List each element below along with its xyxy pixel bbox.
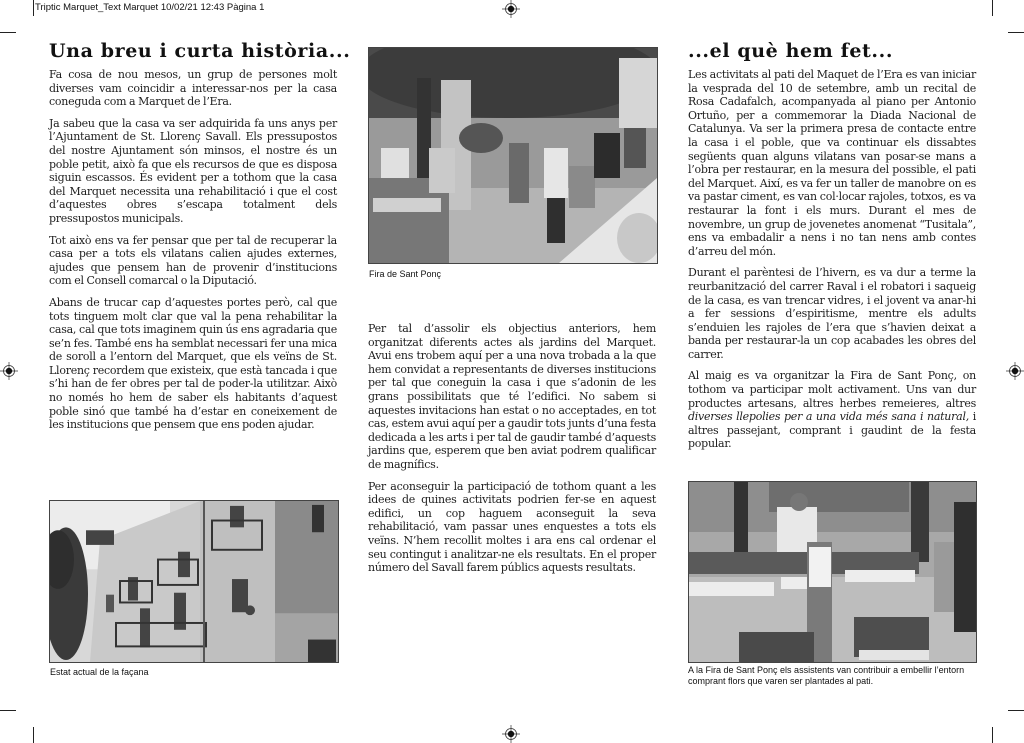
facade-photo-caption: Estat actual de la façana	[50, 667, 149, 677]
right-paragraph: Durant el parèntesi de l’hivern, es va dur a terme la reurbanització del carrer Raval i el robatori i saqueig de la casa, es van trencar vidres, i el jovent va anar-hi a fer sessions d’espiritisme, mentre els adults s’enduien les rajoles de l’era que s’havien deixat a banda per restaurar-la un cop acabades les obres del carrer.	[688, 266, 976, 361]
middle-paragraph: Per tal d’assolir els objectius anteriors, hem organitzat diferents actes als jardins del Marquet. Avui ens trobem aquí per a una nova trobada a la que hem convidat a representants de diverses institucions per tal que coneguin la casa i que s’adonin de les grans possibilitats que té l’edifici. No sabem si aquestes invitacions han estat o no acceptades, en tot cas, estem avui aquí per a gaudir tots junts d’una festa dedicada a les arts i per tal de gaudir també d’aquests jardins que, esperem que ben aviat podrem qualificar de magnífics.	[368, 322, 657, 471]
crop-mark-top-left-h	[0, 32, 16, 33]
registration-mark-left	[0, 362, 18, 380]
crop-mark-bottom-right-h	[1008, 710, 1024, 711]
right-heading: ...el què hem fet...	[688, 40, 894, 62]
right-paragraph: Les activitats al pati del Maquet de l’Era es van iniciar la vesprada del 10 de setembre, amb un recital de Rosa Cadafalch, acompanyada al piano per Antonio Ortuño, per a commemorar la Diada Nacional de Catalunya. Va ser la primera presa de contacte entre la casa i el poble, que va continuar els dissabtes següents quan alguns vilatans van posar-se mans a l’obra per restaurar, en la mesura del possible, el pati del Marquet. Així, es va fer un taller de manobre on es va pastar ciment, es van col·locar rajoles, totxos, es va restaurar la font i els murs. Durant el mes de novembre, un grup de jovenetes anomenat “Tusitala”, ens va embadalir a nens i no tan nens amb contes d’arreu del món.	[688, 68, 976, 258]
facade-photo-image	[50, 501, 338, 662]
facade-photo	[49, 500, 339, 663]
right-paragraph-italic: diverses llepolies per a una vida més sana i natural,	[688, 410, 969, 424]
crop-mark-top-left-v	[33, 0, 34, 16]
registration-mark-bottom	[502, 725, 520, 743]
flower-stall-photo-image	[689, 482, 976, 662]
left-column	[49, 40, 351, 440]
middle-column	[368, 322, 656, 583]
crop-mark-top-right-v	[992, 0, 993, 16]
middle-paragraph: Per aconseguir la participació de tothom quant a les idees de quines activitats podrien fer-se en aquest edifici, un cop haguem aconseguit la seva rehabilitació, vam passar unes enquestes a tots els veïns. N’hem recollit moltes i ara ens cal ordenar el seu contingut i analitzar-ne els resultats. En el proper número del Savall farem públics aquests resultats.	[368, 479, 656, 575]
left-paragraph: Abans de trucar cap d’aquestes portes però, cal que tots tinguem molt clar que val la pena rehabilitar la casa, cal que tots imaginem quin ús ens agradaria que se’n fes. També ens ha semblat necessari fer una mica de soroll a l’entorn del Marquet, que els veïns de St. Llorenç recordem que existeix, que està tancada i que s’hi han de fer obres per tal de poder-la utilitzar. Això no només ho hem de saber els habitants d’aquest poble sinó que també ha d’estar en coneixement de les institucions que pensem que ens poden ajudar.	[49, 295, 337, 432]
fair-photo-image	[369, 48, 657, 263]
left-heading: Una breu i curta història...	[49, 40, 351, 62]
flower-stall-photo-caption: A la Fira de Sant Ponç els assistents van contribuir a embellir l’entorn comprant flors que varen ser plantades al pati.	[688, 665, 965, 686]
right-paragraph-last	[688, 369, 976, 451]
crop-mark-bottom-left-v	[33, 727, 34, 743]
flower-stall-photo	[688, 481, 977, 663]
fair-photo-caption: Fira de Sant Ponç	[369, 269, 442, 279]
right-paragraph-text: Al maig es va organitzar la Fira de Sant Ponç, on tothom va participar molt activament. Uns van dur productes artesans, altres herbes remeieres, altres	[688, 369, 976, 410]
right-paragraph-text: i altres passejant, comprant i gaudint de la festa popular.	[688, 410, 976, 451]
left-paragraph: Ja sabeu que la casa va ser adquirida fa uns anys per l’Ajuntament de St. Llorenç Savall. Els pressupostos del nostre Ajuntament són minsos, el nostre és un poble petit, això fa que els recursos de que es disposa siguin escassos. És evident per a tothom que la casa del Marquet necessita una rehabilitació i que el cost d’aquestes obres s’escapa totalment dels pressupostos municipals.	[49, 116, 337, 225]
crop-mark-bottom-left-h	[0, 710, 16, 711]
registration-mark-right	[1006, 362, 1024, 380]
registration-mark-top	[502, 0, 520, 18]
fair-photo	[368, 47, 658, 264]
crop-mark-top-right-h	[1008, 32, 1024, 33]
left-paragraph: Tot això ens va fer pensar que per tal de recuperar la casa per a tots els vilatans calien ajudes externes, ajudes que pensem han de provenir d’institucions com el Consell comarcal o la Diputació.	[49, 233, 337, 288]
right-column	[688, 40, 976, 459]
left-paragraph: Fa cosa de nou mesos, un grup de persones molt diverses vam coincidir a interessar-nos per la casa coneguda com a Marquet de l’Era.	[49, 68, 337, 109]
print-slug-line: Triptic Marquet_Text Marquet 10/02/21 12:43 Pàgina 1	[35, 2, 265, 13]
crop-mark-bottom-right-v	[992, 727, 993, 743]
